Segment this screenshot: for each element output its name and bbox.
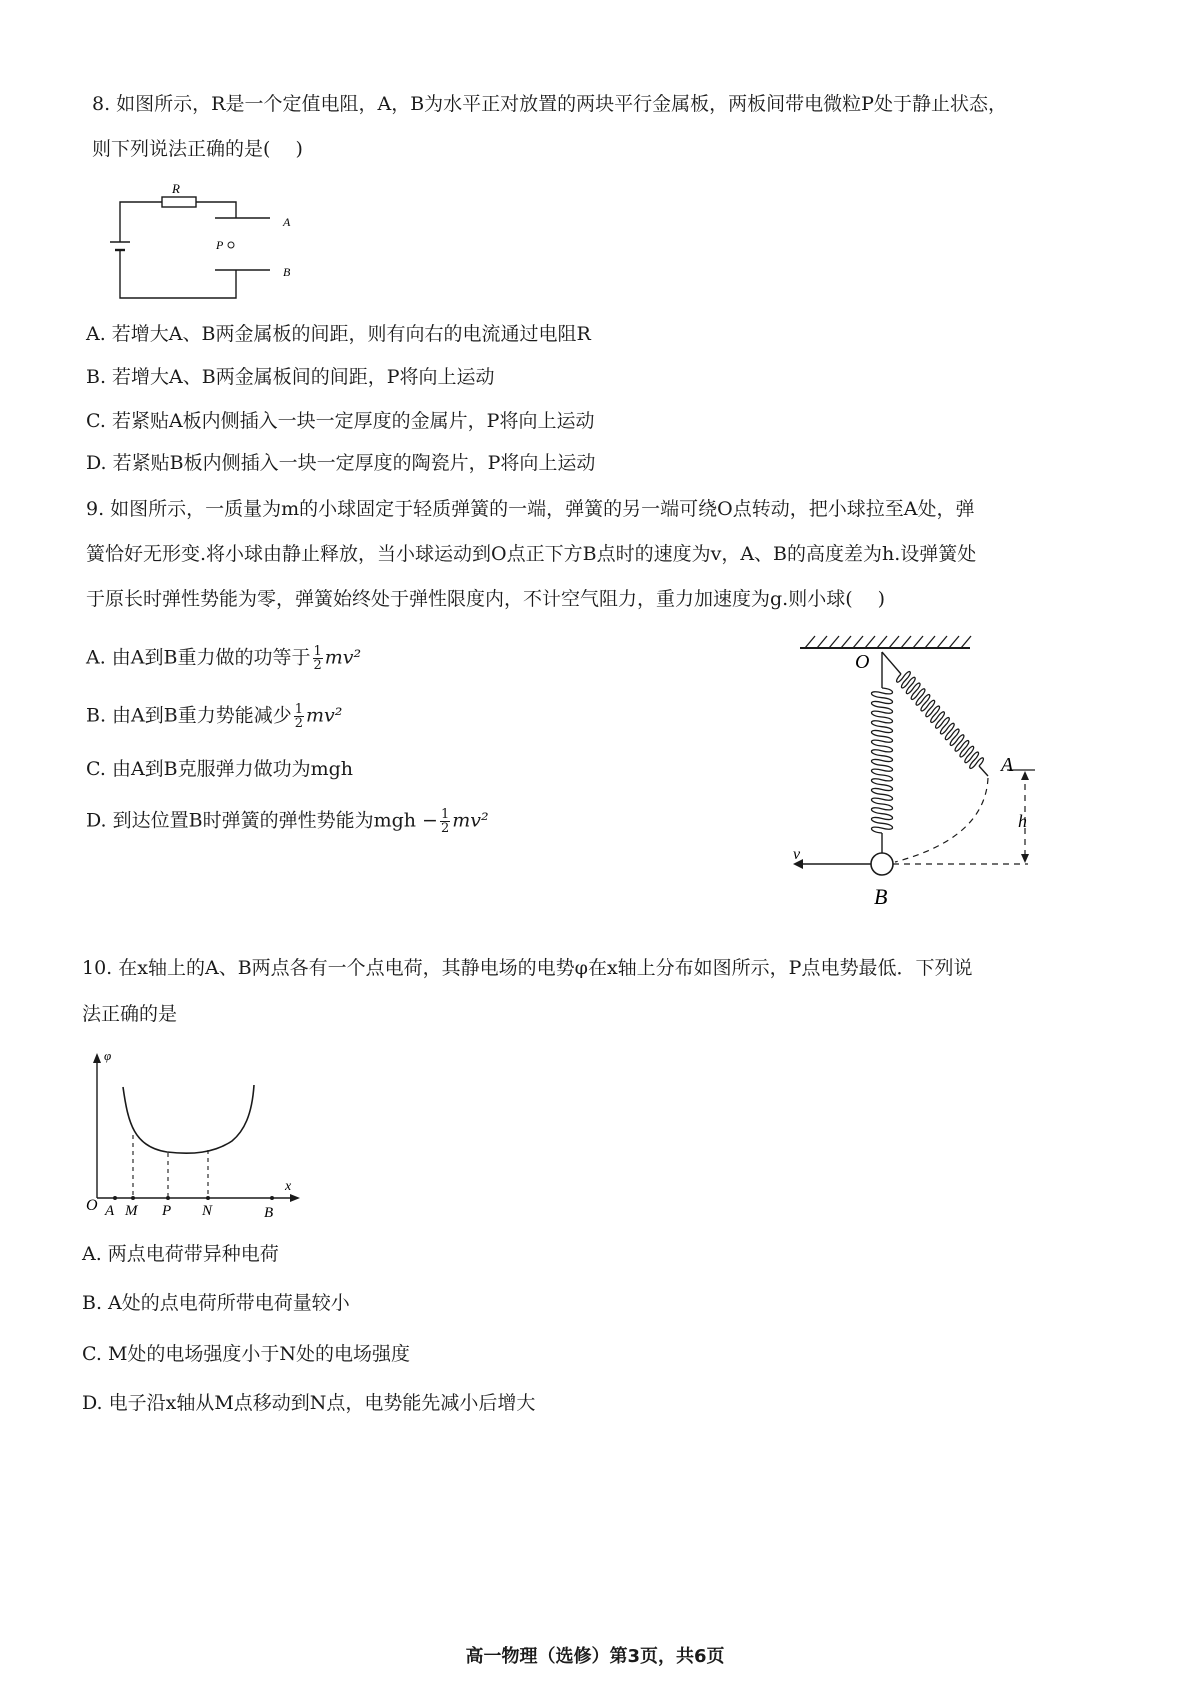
q10-option-c: C. M处的电场强度小于N处的电场强度 bbox=[82, 1343, 411, 1365]
trajectory-arc bbox=[895, 778, 988, 862]
particle-P bbox=[228, 242, 234, 248]
q10-option-a: A. 两点电荷带异种电荷 bbox=[82, 1243, 279, 1265]
label-P: P bbox=[216, 238, 224, 252]
q9-option-a-expr: mv² bbox=[324, 646, 362, 669]
q9-option-d bbox=[86, 808, 489, 835]
q10-stem-line2: 法正确的是 bbox=[82, 1003, 178, 1025]
q8-option-b: B. 若增大A、B两金属板间的间距，P将向上运动 bbox=[86, 366, 495, 388]
label-v: v bbox=[793, 846, 801, 863]
q9-option-b-text: B. 由A到B重力势能减少 bbox=[86, 704, 292, 727]
spring-diagonal bbox=[897, 672, 984, 769]
label-A: A bbox=[283, 215, 291, 229]
fraction-half: $\frac{1}{2}$ bbox=[440, 807, 450, 836]
label-phi: φ bbox=[104, 1048, 112, 1063]
q10-potential-graph bbox=[82, 1045, 312, 1225]
label-A: A bbox=[105, 1203, 115, 1219]
q9-option-d-text: D. 到达位置B时弹簧的弹性势能为mgh − bbox=[86, 809, 438, 832]
q8-stem-line2: 则下列说法正确的是( ) bbox=[92, 138, 303, 160]
label-N: N bbox=[202, 1203, 213, 1219]
label-O: O bbox=[855, 651, 870, 673]
q9-option-c: C. 由A到B克服弹力做功为mgh bbox=[86, 758, 354, 780]
q9-spring-figure bbox=[795, 628, 1095, 918]
q9-option-b-expr: mv² bbox=[306, 704, 343, 727]
q8-option-c: C. 若紧贴A板内侧插入一块一定厚度的金属片，P将向上运动 bbox=[86, 410, 595, 432]
label-P: P bbox=[162, 1203, 172, 1219]
q9-stem-line1: 9. 如图所示，一质量为m的小球固定于轻质弹簧的一端，弹簧的另一端可绕O点转动，把小球拉至A处，弹 bbox=[86, 498, 975, 520]
label-x: x bbox=[285, 1179, 292, 1194]
q8-option-d: D. 若紧贴B板内侧插入一块一定厚度的陶瓷片，P将向上运动 bbox=[86, 452, 596, 474]
q10-option-d: D. 电子沿x轴从M点移动到N点，电势能先减小后增大 bbox=[82, 1392, 536, 1414]
q9-option-a bbox=[86, 645, 361, 672]
q8-option-a: A. 若增大A、B两金属板的间距，则有向右的电流通过电阻R bbox=[86, 323, 591, 345]
label-h: h bbox=[1018, 811, 1027, 831]
label-B: B bbox=[874, 884, 888, 909]
q10-option-b: B. A处的点电荷所带电荷量较小 bbox=[82, 1292, 350, 1314]
label-B: B bbox=[283, 265, 291, 279]
label-A: A bbox=[1001, 754, 1014, 776]
ball-B bbox=[871, 853, 893, 875]
spring-vertical bbox=[872, 688, 893, 833]
q9-stem-line3: 于原长时弹性势能为零，弹簧始终处于弹性限度内，不计空气阻力，重力加速度为g.则小球( ) bbox=[86, 588, 886, 610]
label-B: B bbox=[264, 1205, 274, 1221]
fraction-half: $\frac{1}{2}$ bbox=[294, 702, 304, 731]
q9-option-a-text: A. 由A到B重力做的功等于 bbox=[86, 646, 311, 669]
fraction-half: $\frac{1}{2}$ bbox=[313, 644, 322, 673]
q9-stem-line2: 簧恰好无形变.将小球由静止释放，当小球运动到O点正下方B点时的速度为v，A、B的高度差为h.设弹簧处 bbox=[86, 543, 977, 565]
potential-curve bbox=[123, 1085, 254, 1153]
resistor-R bbox=[162, 197, 196, 207]
q9-option-b bbox=[86, 703, 342, 730]
label-M: M bbox=[125, 1203, 138, 1219]
label-R: R bbox=[172, 181, 180, 196]
label-O: O bbox=[86, 1197, 98, 1214]
q10-stem-line1: 10. 在x轴上的A、B两点各有一个点电荷，其静电场的电势φ在x轴上分布如图所示，P点电势最低．下列说 bbox=[82, 957, 973, 979]
q9-option-d-expr: mv² bbox=[452, 809, 489, 832]
q8-circuit-figure bbox=[105, 178, 315, 308]
q8-stem-line1: 8. 如图所示，R是一个定值电阻，A，B为水平正对放置的两块平行金属板，两板间带电微粒P处于静止状态， bbox=[92, 93, 1007, 115]
page-footer: 高一物理（选修）第3页，共6页 bbox=[465, 1646, 725, 1667]
